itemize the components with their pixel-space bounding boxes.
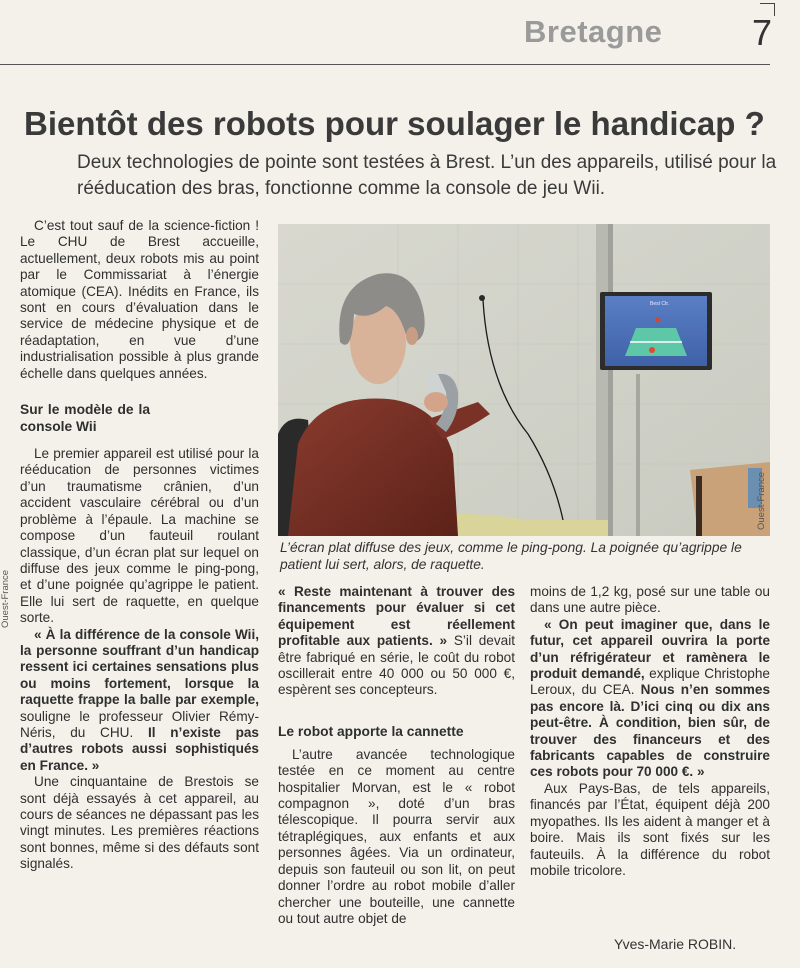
attribution: souligne le professeur Olivier Rémy-Néris, du CHU.: [20, 708, 259, 740]
standfirst: Deux technologies de pointe sont testées à Brest. L’un des appareils, utilisé pour la rééducation des bras, fonctionne comme la console de jeu Wii.: [77, 152, 777, 199]
cable-anchor: [479, 295, 485, 301]
paragraph-quote: [278, 584, 515, 699]
headline: Bientôt des robots pour soulager le handicap ?: [24, 105, 765, 142]
photo-illustration: [278, 224, 770, 536]
paragraph: Le premier appareil est utilisé pour la rééducation de personnes victimes d’un traumatisme crânien, d’un accident vasculaire cérébral ou d’un problème à l’épaule. La machine se compose d’un fauteuil roulant classique, d’un écran plat sur lequel on diffuse des jeux comme le ping-pong, et d’une poignée qu’agrippe le patient. Elle lui sert de raquette, en quelque sorte.: [20, 446, 259, 626]
paragraph: Aux Pays-Bas, de tels appareils, financés par l’État, équipent déjà 200 myopathes. Ils les aident à manger et à boire. Mais ils sont fixés sur les fauteuils. À la différence du robot mobile tricolore.: [530, 780, 770, 878]
quote-bold: « Reste maintenant à trouver des financements pour évaluer si cet équipement est réellement profitable aux patients. »: [278, 584, 515, 649]
patient-ear: [406, 327, 418, 345]
paragraph-quote: [20, 627, 259, 775]
article-column-1: [20, 218, 259, 873]
paragraph-text: S’il devait être fabriqué en série, le coût du robot oscillerait entre 40 000 ou 50 000 €, espèrent ses concepteurs.: [278, 633, 515, 698]
paragraph: L’autre avancée technologique testée en ce moment au centre hospitalier Morvan, est le « robot compagnon », doté d’un bras télescopique. Il pourra servir aux tétraplégiques, aux enfants et aux personnes âgées. Via un ordinateur, depuis son fauteuil ou son lit, on peut donner l’ordre au robot mobile d’aller chercher une bouteille, une cannette ou tout autre objet de: [278, 746, 515, 926]
article-photo: [278, 224, 770, 536]
subheading: Le robot apporte la cannette: [278, 723, 464, 739]
page-number: 7: [752, 12, 773, 53]
metal-frame-edge: [608, 224, 613, 536]
photo-credit: Ouest-France: [756, 471, 767, 530]
quote-bold: « On peut imaginer que, dans le futur, cet appareil ouvrira la porte d’un réfrigérateur et ramènera le produit demandé,: [530, 616, 770, 682]
side-credit: Ouest-France: [0, 569, 11, 628]
paragraph-quote: [530, 617, 770, 781]
subheading: Sur le modèle de la console Wii: [20, 402, 150, 435]
header-rule: [0, 64, 770, 65]
metal-frame: [596, 224, 610, 536]
quote-bold: Il n’existe pas d’autres robots aussi sophistiqués en France. »: [20, 724, 259, 773]
paragraph: C’est tout sauf de la science-fiction ! Le CHU de Brest accueille, actuellement, deux robots mis au point par le Commissariat à l’énergie atomique (CEA). Inédits en France, ils sont en cours d’évaluation dans le service de médecine physique et de réadaptation, en vue d’une industrialisation possible à plus grande échelle dans quelques années.: [20, 218, 259, 381]
quote-bold: Nous n’en sommes pas encore là. D’ici cinq ou dix ans peut-être. À condition, bien sûr, de trouver des financeurs et des fabricants capables de construire ces robots pour 70 000 €. »: [530, 682, 770, 780]
photo-caption: L’écran plat diffuse des jeux, comme le ping-pong. La poignée qu’agrippe le patient lui sert, alors, de raquette.: [280, 540, 742, 572]
patient-hand: [424, 392, 448, 412]
table-leg: [696, 476, 702, 536]
byline: Yves-Marie ROBIN.: [614, 936, 737, 952]
paddle-icon: [649, 347, 655, 353]
screen-label: Best Ctr.: [650, 301, 670, 307]
quote-bold: « À la différence de la console Wii, la personne souffrant d’un handicap ressent ici certaines sensations plus ou moins fortement, lorsque la raquette frappe la balle par exemple,: [20, 626, 259, 708]
section-name: Bretagne: [524, 14, 663, 49]
article-column-3: [530, 584, 770, 879]
paragraph: moins de 1,2 kg, posé sur une table ou dans une autre pièce.: [530, 584, 770, 616]
article-column-2: [278, 584, 515, 927]
screen-stand: [636, 374, 640, 536]
opponent-paddle-icon: [656, 318, 661, 323]
attribution: explique Christophe Leroux, du CEA.: [530, 666, 770, 698]
paragraph: Une cinquantaine de Brestois se sont déjà essayés à cet appareil, au cours de séances ne dépassant pas les vingt minutes. Les premières réactions sont bonnes, même si des défauts sont signalés.: [20, 774, 259, 872]
